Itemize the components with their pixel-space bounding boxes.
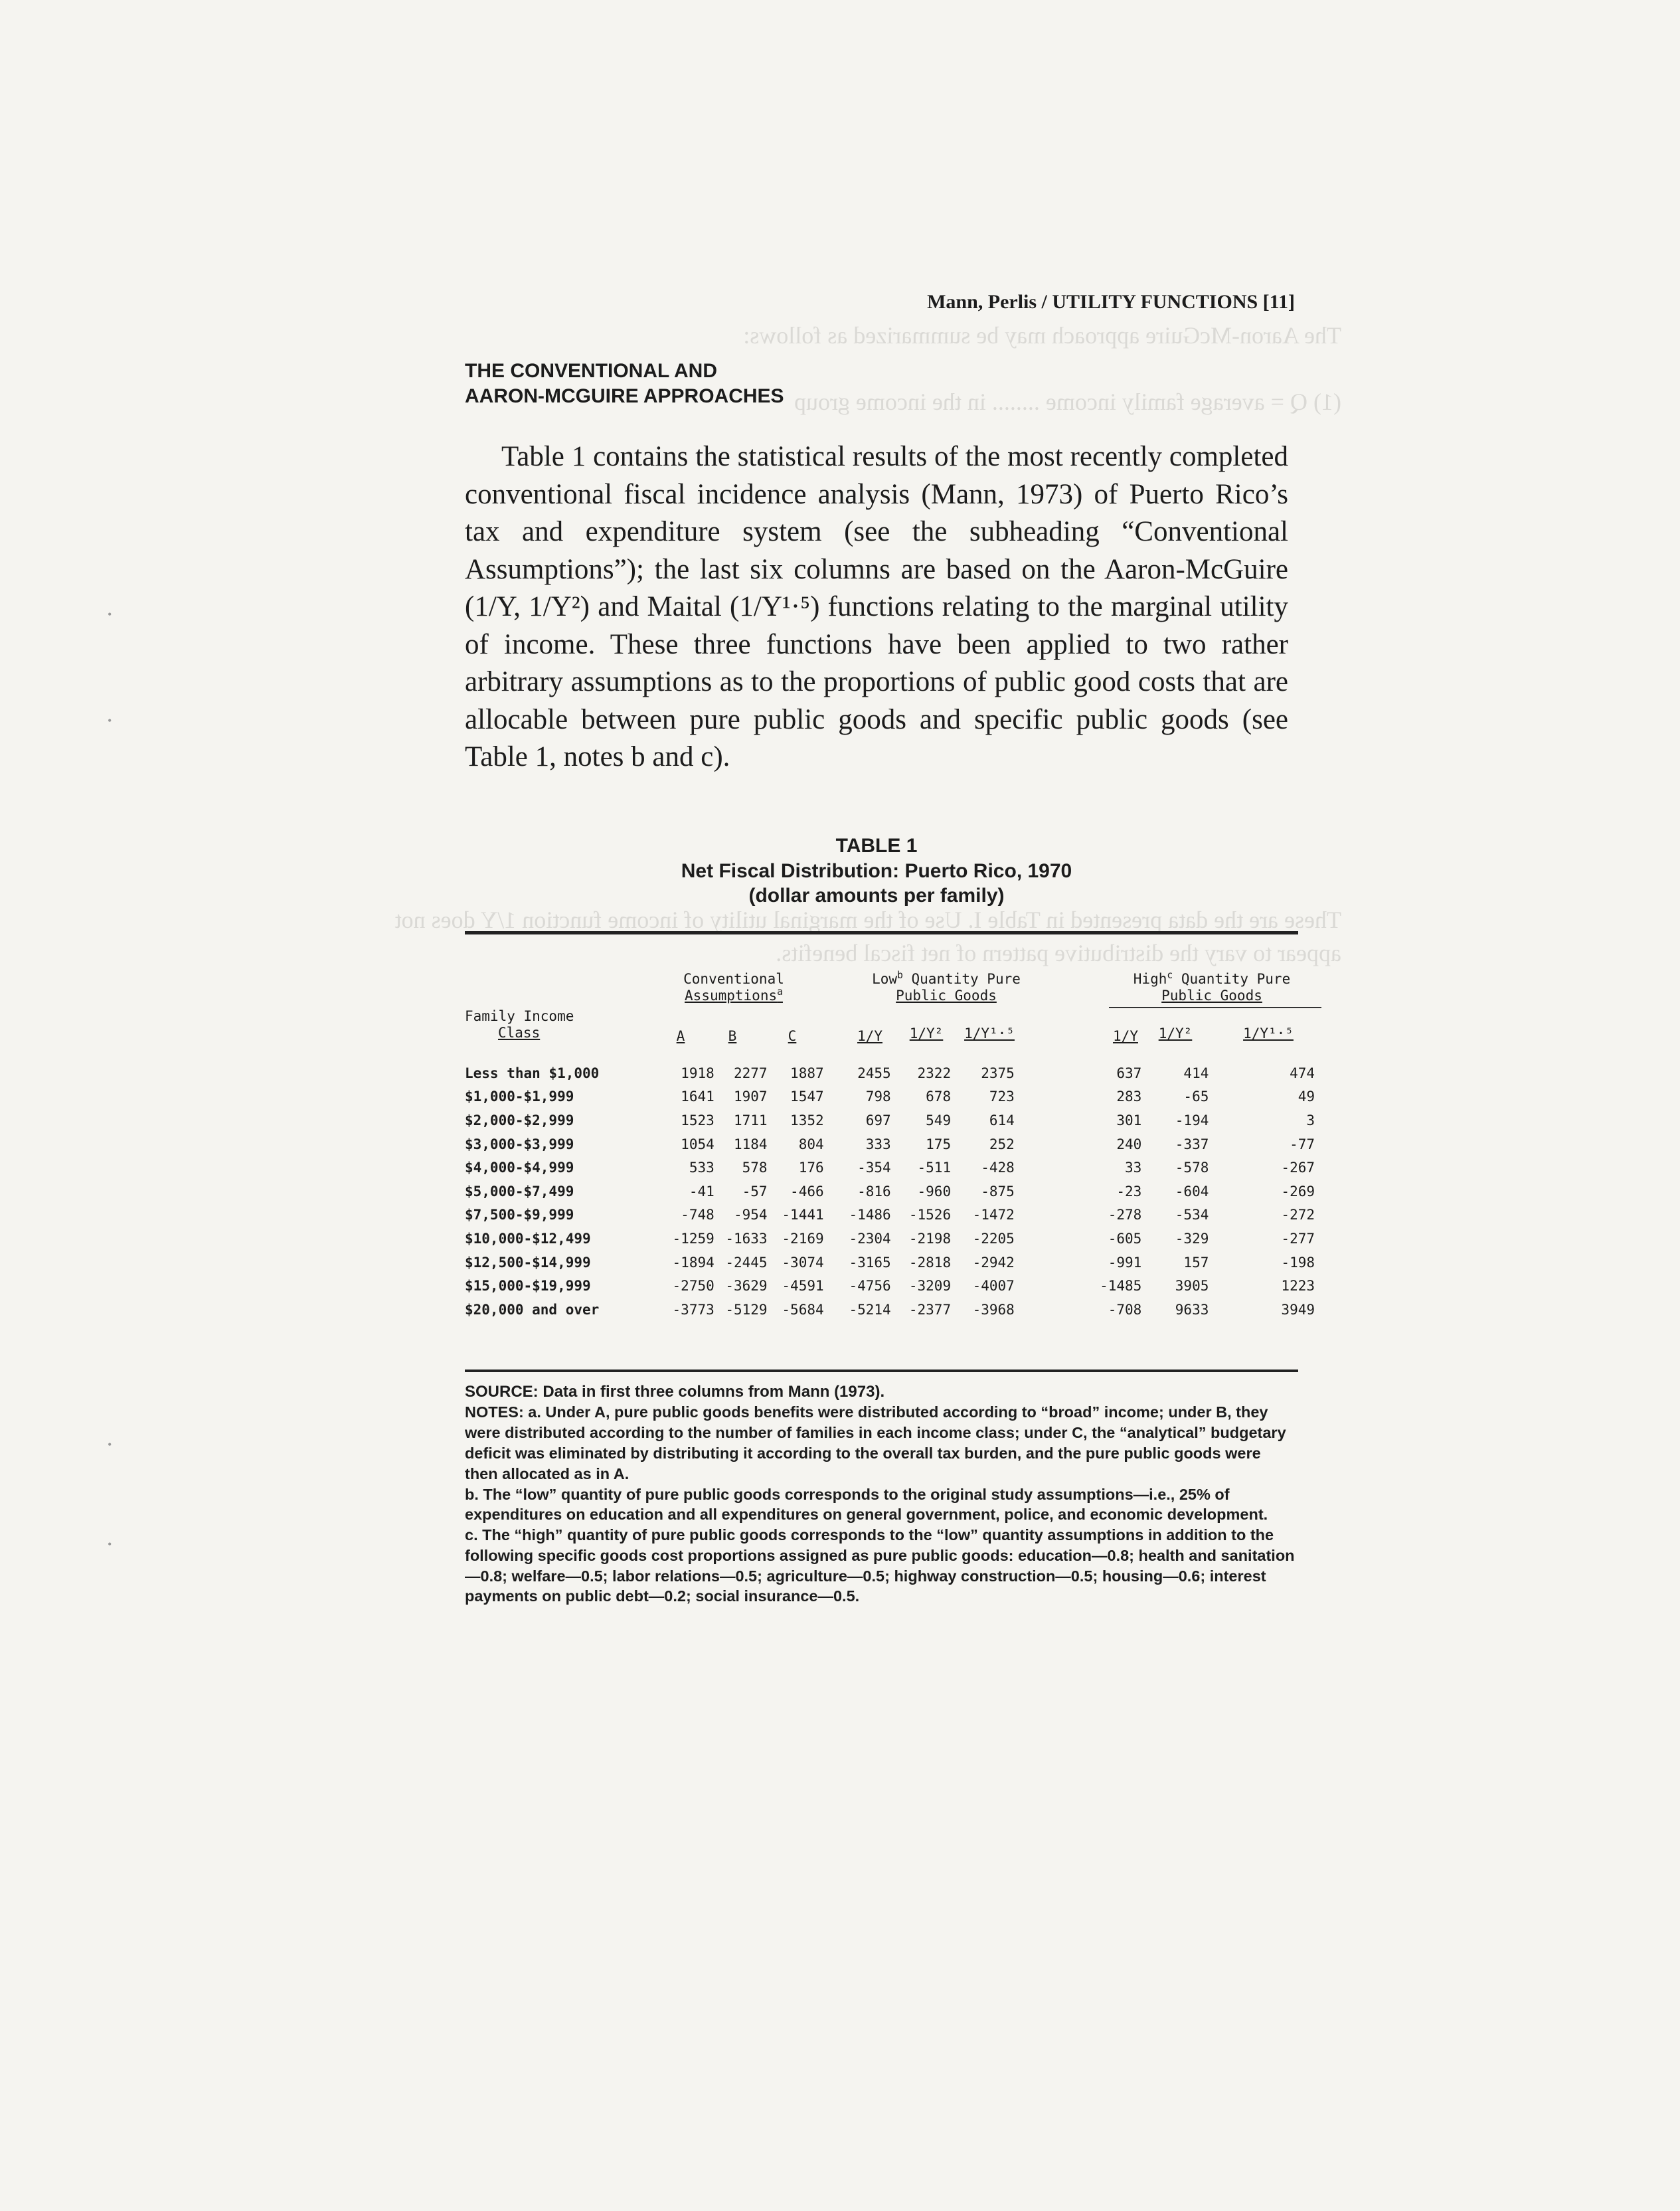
value-cell: -2818 <box>908 1254 952 1271</box>
footnote-marker: b <box>897 970 903 981</box>
value-cell: 3 <box>1306 1112 1315 1128</box>
table-row <box>465 1156 1315 1180</box>
value-cell: -41 <box>689 1183 714 1199</box>
value-cell: 9633 <box>1175 1301 1209 1318</box>
group-head-line: Public Goods <box>1161 988 1262 1004</box>
value-cell: -2169 <box>782 1230 824 1247</box>
value-cell: 175 <box>926 1136 952 1152</box>
value-cell: -354 <box>857 1160 891 1176</box>
table-notes <box>465 1381 1295 1607</box>
value-cell: 240 <box>1116 1136 1142 1152</box>
value-cell: -4756 <box>849 1278 891 1294</box>
value-cell: -5684 <box>782 1301 824 1318</box>
value-cell: -1472 <box>972 1207 1015 1223</box>
value-cell: 1054 <box>681 1136 714 1152</box>
value-cell: -960 <box>917 1183 952 1199</box>
reverse-side-bleed: The Aaron-McGuire approach may be summarized as follows: <box>743 322 1341 349</box>
value-cell: 252 <box>989 1136 1015 1152</box>
group-head-line: High$^c$ Quantity Pure <box>1133 970 1291 987</box>
col-head-low-1y15: 1/Y¹·⁵ <box>964 1025 1015 1041</box>
value-cell: 2277 <box>733 1065 768 1081</box>
note-a: NOTES: a. Under A, pure public goods benefits were distributed according to “broad” income; under B, they were distributed according to the number of families in each income class; under C, the “analytical” budgetary deficit was eliminated by distributing it according to the overall tax burden, and the pure public goods were then allocated as in A. <box>465 1403 1286 1482</box>
value-cell: -428 <box>981 1160 1015 1176</box>
table-top-rule <box>465 931 1298 934</box>
value-cell: -816 <box>857 1183 891 1199</box>
source-note: SOURCE: Data in first three columns from Mann (1973). <box>465 1383 885 1401</box>
value-cell: -5214 <box>849 1301 891 1318</box>
value-cell: -1633 <box>725 1230 768 1247</box>
stub-head-line: Class <box>498 1025 541 1041</box>
value-cell: 1184 <box>733 1136 768 1152</box>
value-cell: -2750 <box>672 1278 714 1294</box>
value-cell: -3074 <box>782 1254 824 1271</box>
value-cell: 533 <box>689 1160 714 1176</box>
income-class-cell: $1,000-$1,999 <box>465 1089 574 1105</box>
value-cell: -3629 <box>725 1278 768 1294</box>
value-cell: -875 <box>981 1183 1015 1199</box>
value-cell: -57 <box>742 1183 768 1199</box>
value-cell: -277 <box>1281 1230 1315 1247</box>
value-cell: 1223 <box>1281 1278 1315 1294</box>
table-row <box>465 1108 1315 1132</box>
value-cell: 1641 <box>681 1089 714 1105</box>
table-label: TABLE 1 <box>835 835 918 857</box>
value-cell: -2304 <box>849 1230 891 1247</box>
value-cell: -4007 <box>972 1278 1015 1294</box>
section-heading-line: THE CONVENTIONAL AND <box>465 360 718 382</box>
group-underline <box>1109 1007 1321 1008</box>
table-subtitle: (dollar amounts per family) <box>748 885 1005 907</box>
group-head-line: Public Goods <box>896 988 997 1004</box>
income-class-cell: $15,000-$19,999 <box>465 1278 591 1294</box>
table-row <box>465 1180 1315 1203</box>
value-cell: -329 <box>1175 1230 1209 1247</box>
value-cell: 414 <box>1183 1065 1209 1081</box>
value-cell: -5129 <box>725 1301 768 1318</box>
table-row <box>465 1085 1315 1109</box>
col-head-low-1y: 1/Y <box>857 1028 882 1044</box>
value-cell: 697 <box>865 1112 891 1128</box>
value-cell: -511 <box>917 1160 952 1176</box>
value-cell: -708 <box>1108 1301 1142 1318</box>
group-head-low <box>850 971 1043 1004</box>
value-cell: 301 <box>1116 1112 1142 1128</box>
value-cell: 1523 <box>681 1112 714 1128</box>
group-head-conventional <box>664 971 803 1004</box>
value-cell: -278 <box>1108 1207 1142 1223</box>
table-row <box>465 1061 1315 1085</box>
value-cell: 1887 <box>790 1065 824 1081</box>
col-head-low-1y2: 1/Y² <box>909 1025 944 1041</box>
value-cell: 1711 <box>733 1112 768 1128</box>
data-table <box>465 1061 1315 1322</box>
value-cell: -3773 <box>672 1301 714 1318</box>
stub-head <box>465 1008 574 1041</box>
note-b: b. The “low” quantity of pure public goods corresponds to the original study assumptions—i.e., 25% of expenditures on education and all expenditures on general government, police, and economic development. <box>465 1485 1268 1524</box>
stub-head-line: Family Income <box>465 1008 574 1024</box>
value-cell: 2455 <box>857 1065 891 1081</box>
value-cell: -77 <box>1290 1136 1315 1152</box>
footnote-marker: a <box>777 986 783 998</box>
value-cell: -1441 <box>782 1207 824 1223</box>
value-cell: -605 <box>1108 1230 1142 1247</box>
value-cell: -534 <box>1175 1207 1209 1223</box>
value-cell: 1907 <box>733 1089 768 1105</box>
income-class-cell: $12,500-$14,999 <box>465 1254 591 1271</box>
table-row <box>465 1227 1315 1251</box>
value-cell: 176 <box>798 1160 824 1176</box>
value-cell: 614 <box>989 1112 1015 1128</box>
income-class-cell: $4,000-$4,999 <box>465 1160 574 1176</box>
page-speck: • <box>108 608 112 621</box>
value-cell: -65 <box>1183 1089 1209 1105</box>
value-cell: 3949 <box>1281 1301 1315 1318</box>
value-cell: 333 <box>865 1136 891 1152</box>
value-cell: -269 <box>1281 1183 1315 1199</box>
body-paragraph: Table 1 contains the statistical results of the most recently completed conventional fiscal incidence analysis (Mann, 1973) of Puerto Rico’s tax and expenditure system (see the subheading “Conventional Assumptions”); the last six columns are based on the Aaron-McGuire (1/Y, 1/Y²) and Maital (1/Y¹·⁵) functions relating to the marginal utility of income. These three functions have been applied to two rather arbitrary assumptions as to the proportions of public good costs that are allocable between pure public goods and specific public goods (see Table 1, notes b and c). <box>465 441 1288 773</box>
value-cell: 549 <box>926 1112 952 1128</box>
col-head-high-1y: 1/Y <box>1113 1028 1138 1044</box>
reverse-side-bleed: (1) Q = average family income ........ in the income group <box>794 389 1341 415</box>
value-cell: -991 <box>1108 1254 1142 1271</box>
value-cell: -2205 <box>972 1230 1015 1247</box>
value-cell: -1259 <box>672 1230 714 1247</box>
value-cell: 3905 <box>1175 1278 1209 1294</box>
col-head-a: A <box>676 1028 685 1044</box>
income-class-cell: Less than $1,000 <box>465 1065 600 1081</box>
value-cell: 49 <box>1298 1089 1315 1105</box>
running-header: Mann, Perlis / UTILITY FUNCTIONS [11] <box>927 291 1295 313</box>
group-head-line: Conventional <box>683 971 784 987</box>
value-cell: -2942 <box>972 1254 1015 1271</box>
income-class-cell: $10,000-$12,499 <box>465 1230 591 1247</box>
income-class-cell: $3,000-$3,999 <box>465 1136 574 1152</box>
value-cell: -337 <box>1175 1136 1209 1152</box>
income-class-cell: $20,000 and over <box>465 1301 600 1318</box>
value-cell: 283 <box>1116 1089 1142 1105</box>
value-cell: 723 <box>989 1089 1015 1105</box>
group-head-high <box>1102 971 1321 1004</box>
value-cell: 678 <box>926 1089 952 1105</box>
col-head-high-1y2: 1/Y² <box>1158 1025 1193 1041</box>
value-cell: 804 <box>798 1136 824 1152</box>
group-head-line: Assumptions$^a$ <box>685 986 783 1004</box>
value-cell: -2198 <box>908 1230 952 1247</box>
value-cell: -604 <box>1175 1183 1209 1199</box>
value-cell: -2445 <box>725 1254 768 1271</box>
value-cell: -4591 <box>782 1278 824 1294</box>
value-cell: 578 <box>742 1160 768 1176</box>
value-cell: -3165 <box>849 1254 891 1271</box>
section-heading-line: AARON-MCGUIRE APPROACHES <box>465 385 784 407</box>
table-title: Net Fiscal Distribution: Puerto Rico, 1970 <box>681 859 1072 882</box>
value-cell: 1918 <box>681 1065 714 1081</box>
value-cell: 798 <box>865 1089 891 1105</box>
value-cell: 157 <box>1183 1254 1209 1271</box>
value-cell: 1547 <box>790 1089 824 1105</box>
value-cell: -578 <box>1175 1160 1209 1176</box>
col-head-b: B <box>728 1028 737 1044</box>
income-class-cell: $5,000-$7,499 <box>465 1183 574 1199</box>
value-cell: -194 <box>1175 1112 1209 1128</box>
col-head-c: C <box>788 1028 797 1044</box>
footnote-marker: c <box>1167 970 1173 981</box>
value-cell: 637 <box>1116 1065 1142 1081</box>
income-class-cell: $7,500-$9,999 <box>465 1207 574 1223</box>
page-speck: • <box>108 1538 112 1551</box>
value-cell: -23 <box>1116 1183 1142 1199</box>
value-cell: -3968 <box>972 1301 1015 1318</box>
value-cell: -1894 <box>672 1254 714 1271</box>
page-speck: • <box>108 1438 112 1451</box>
value-cell: -3209 <box>908 1278 952 1294</box>
table-bottom-rule <box>465 1370 1298 1372</box>
table-row <box>465 1274 1315 1298</box>
group-head-line: Low$^b$ Quantity Pure <box>872 970 1021 987</box>
table-row <box>465 1298 1315 1322</box>
value-cell: -1526 <box>908 1207 952 1223</box>
value-cell: -267 <box>1281 1160 1315 1176</box>
value-cell: -466 <box>790 1183 824 1199</box>
value-cell: 1352 <box>790 1112 824 1128</box>
value-cell: -748 <box>681 1207 714 1223</box>
value-cell: 474 <box>1290 1065 1315 1081</box>
value-cell: -198 <box>1281 1254 1315 1271</box>
table-title-block <box>465 834 1288 909</box>
value-cell: 2322 <box>917 1065 952 1081</box>
value-cell: -1485 <box>1100 1278 1142 1294</box>
col-head-high-1y15: 1/Y¹·⁵ <box>1243 1025 1294 1041</box>
value-cell: -954 <box>733 1207 768 1223</box>
table-row <box>465 1132 1315 1156</box>
table-row <box>465 1251 1315 1275</box>
value-cell: -2377 <box>908 1301 952 1318</box>
page-speck: • <box>108 714 112 727</box>
note-c: c. The “high” quantity of pure public goods corresponds to the “low” quantity assumptions in addition to the following specific goods cost proportions assigned as pure public goods: education—0.8; health and sanitation—0.8; welfare—0.5; labor relations—0.5; agriculture—0.5; highway construction—0.5; housing—0.6; interest payments on public debt—0.2; social insurance—0.5. <box>465 1526 1295 1605</box>
value-cell: 33 <box>1125 1160 1142 1176</box>
reverse-side-bleed: These are the data presented in Table I. Use of the marginal utility of income function 1/Y does not appear to vary the distributive pattern of net fiscal benefits. <box>394 907 1341 967</box>
value-cell: -1486 <box>849 1207 891 1223</box>
table-row <box>465 1203 1315 1227</box>
section-heading <box>465 359 784 408</box>
value-cell: 2375 <box>981 1065 1015 1081</box>
value-cell: -272 <box>1281 1207 1315 1223</box>
income-class-cell: $2,000-$2,999 <box>465 1112 574 1128</box>
